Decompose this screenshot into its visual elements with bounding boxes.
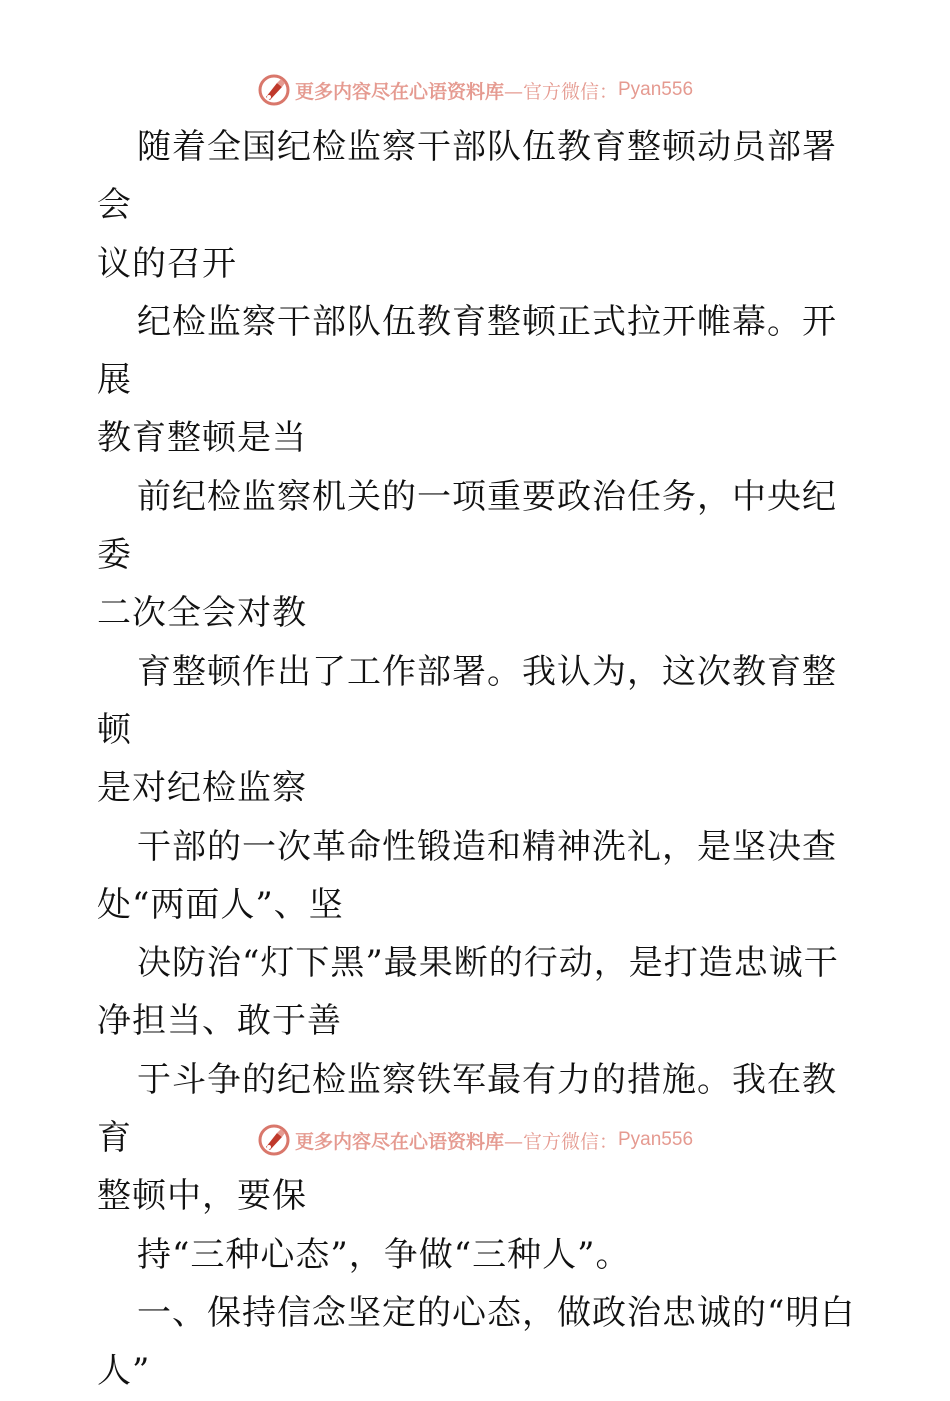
paragraph-6	[97, 934, 857, 1051]
paragraph-1-line-1: 随着全国纪检监察干部队伍教育整顿动员部署会	[97, 127, 837, 226]
watermark-contact-prefix: —官方微信：	[503, 80, 618, 103]
watermark-contact-id: Pyan556	[618, 79, 694, 100]
watermark-contact-id: Pyan556	[618, 1129, 694, 1150]
paragraph-4	[97, 643, 857, 818]
paragraph-4-line-1: 育整顿作出了工作部署。我认为，这次教育整顿	[97, 651, 837, 750]
paragraph-5	[97, 818, 857, 935]
pen-nib-logo-icon	[257, 73, 291, 107]
paragraph-4-line-2: 是对纪检监察	[97, 768, 307, 809]
paragraph-6-line-2: 净担当、敢于善	[97, 1001, 342, 1042]
watermark-brand: 更多内容尽在心语资料库	[294, 1130, 504, 1153]
paragraph-3-line-2: 二次全会对教	[97, 593, 307, 634]
paragraph-1-line-2: 议的召开	[97, 243, 237, 284]
watermark-brand: 更多内容尽在心语资料库	[294, 80, 504, 103]
watermark-header	[0, 70, 950, 110]
paragraph-5-line-1: 干部的一次革命性锻造和精神洗礼，是坚决查	[137, 826, 837, 867]
paragraph-1	[97, 118, 857, 293]
paragraph-7-line-1: 于斗争的纪检监察铁军最有力的措施。我在教育	[97, 1059, 837, 1159]
watermark-contact-prefix: —官方微信：	[503, 1130, 618, 1153]
paragraph-9-line-2: 人”	[97, 1351, 151, 1392]
paragraph-2-line-1: 纪检监察干部队伍教育整顿正式拉开帷幕。开展	[97, 301, 837, 401]
paragraph-3	[97, 468, 857, 643]
paragraph-2	[97, 293, 857, 468]
paragraph-7-line-2: 整顿中，要保	[97, 1176, 307, 1217]
paragraph-8	[97, 1226, 857, 1284]
paragraph-6-line-1: 决防治“灯下黑”最果断的行动，是打造忠诚干	[137, 943, 839, 984]
paragraph-5-line-2: 处“两面人”、坚	[97, 884, 344, 925]
pen-nib-logo-icon	[257, 1123, 291, 1157]
watermark-footer	[0, 1120, 950, 1160]
paragraph-8-line-1: 持“三种心态”，争做“三种人”。	[137, 1234, 631, 1275]
document-body	[97, 118, 857, 1401]
paragraph-9-line-1: 一、保持信念坚定的心态，做政治忠诚的“明白	[137, 1292, 856, 1333]
paragraph-2-line-2: 教育整顿是当	[97, 418, 307, 459]
paragraph-3-line-1: 前纪检监察机关的一项重要政治任务，中央纪委	[97, 476, 837, 576]
paragraph-9	[97, 1284, 857, 1401]
